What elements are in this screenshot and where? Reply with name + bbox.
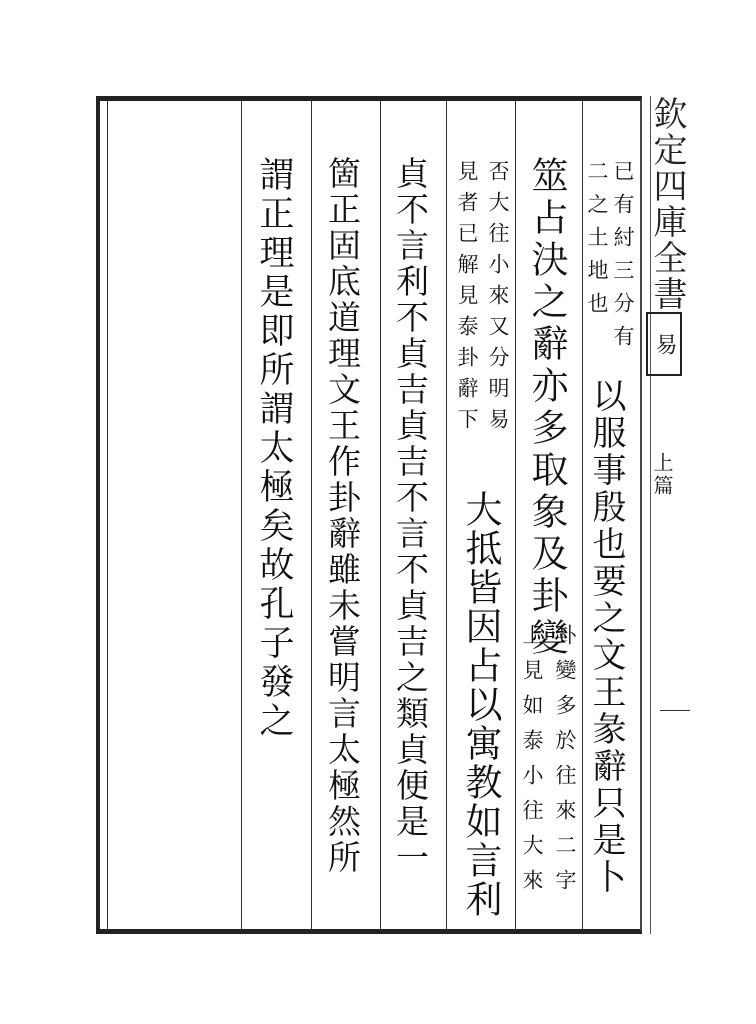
text-column: 以服事殷也要之文王彖辭只是卜 <box>586 378 626 896</box>
column-rule <box>241 101 242 929</box>
annotation-column: 二之土地也 <box>585 160 609 325</box>
text-column: 箇正固底道理文王作卦辭雖未嘗明言太極然所 <box>323 156 362 876</box>
text-column: 謂正理是即所謂太極矣故孔子發之 <box>254 156 294 741</box>
margin-volume-box <box>646 312 682 376</box>
column-rule <box>380 101 381 929</box>
text-column: 貞不言利不貞吉貞吉不言不貞吉之類貞便是一 <box>391 156 430 876</box>
column-rule <box>515 101 516 929</box>
annotation-column: 見者已解見泰卦辭下 <box>455 160 479 439</box>
annotation-column: 上見如泰小往大來 <box>520 624 544 904</box>
column-rule <box>311 101 312 929</box>
book-title: 欽定四庫全書 <box>647 96 687 312</box>
column-rule <box>446 101 447 929</box>
margin-box-label: 易 <box>652 333 677 355</box>
section-label: 上篇 <box>650 452 674 498</box>
annotation-column: 已有紂三分有 <box>611 160 635 358</box>
annotation-column: 否大往小來又分明易 <box>486 160 510 439</box>
text-column: 大抵皆因占以寓教如言利 <box>459 490 502 919</box>
annotation-column: 卦變多於往來二字 <box>553 624 577 904</box>
column-rule <box>582 101 583 929</box>
text-column: 筮占決之辭亦多取象及卦變 <box>525 156 568 660</box>
margin-fish-tail-line <box>660 710 690 711</box>
inner-border-line <box>107 101 108 929</box>
